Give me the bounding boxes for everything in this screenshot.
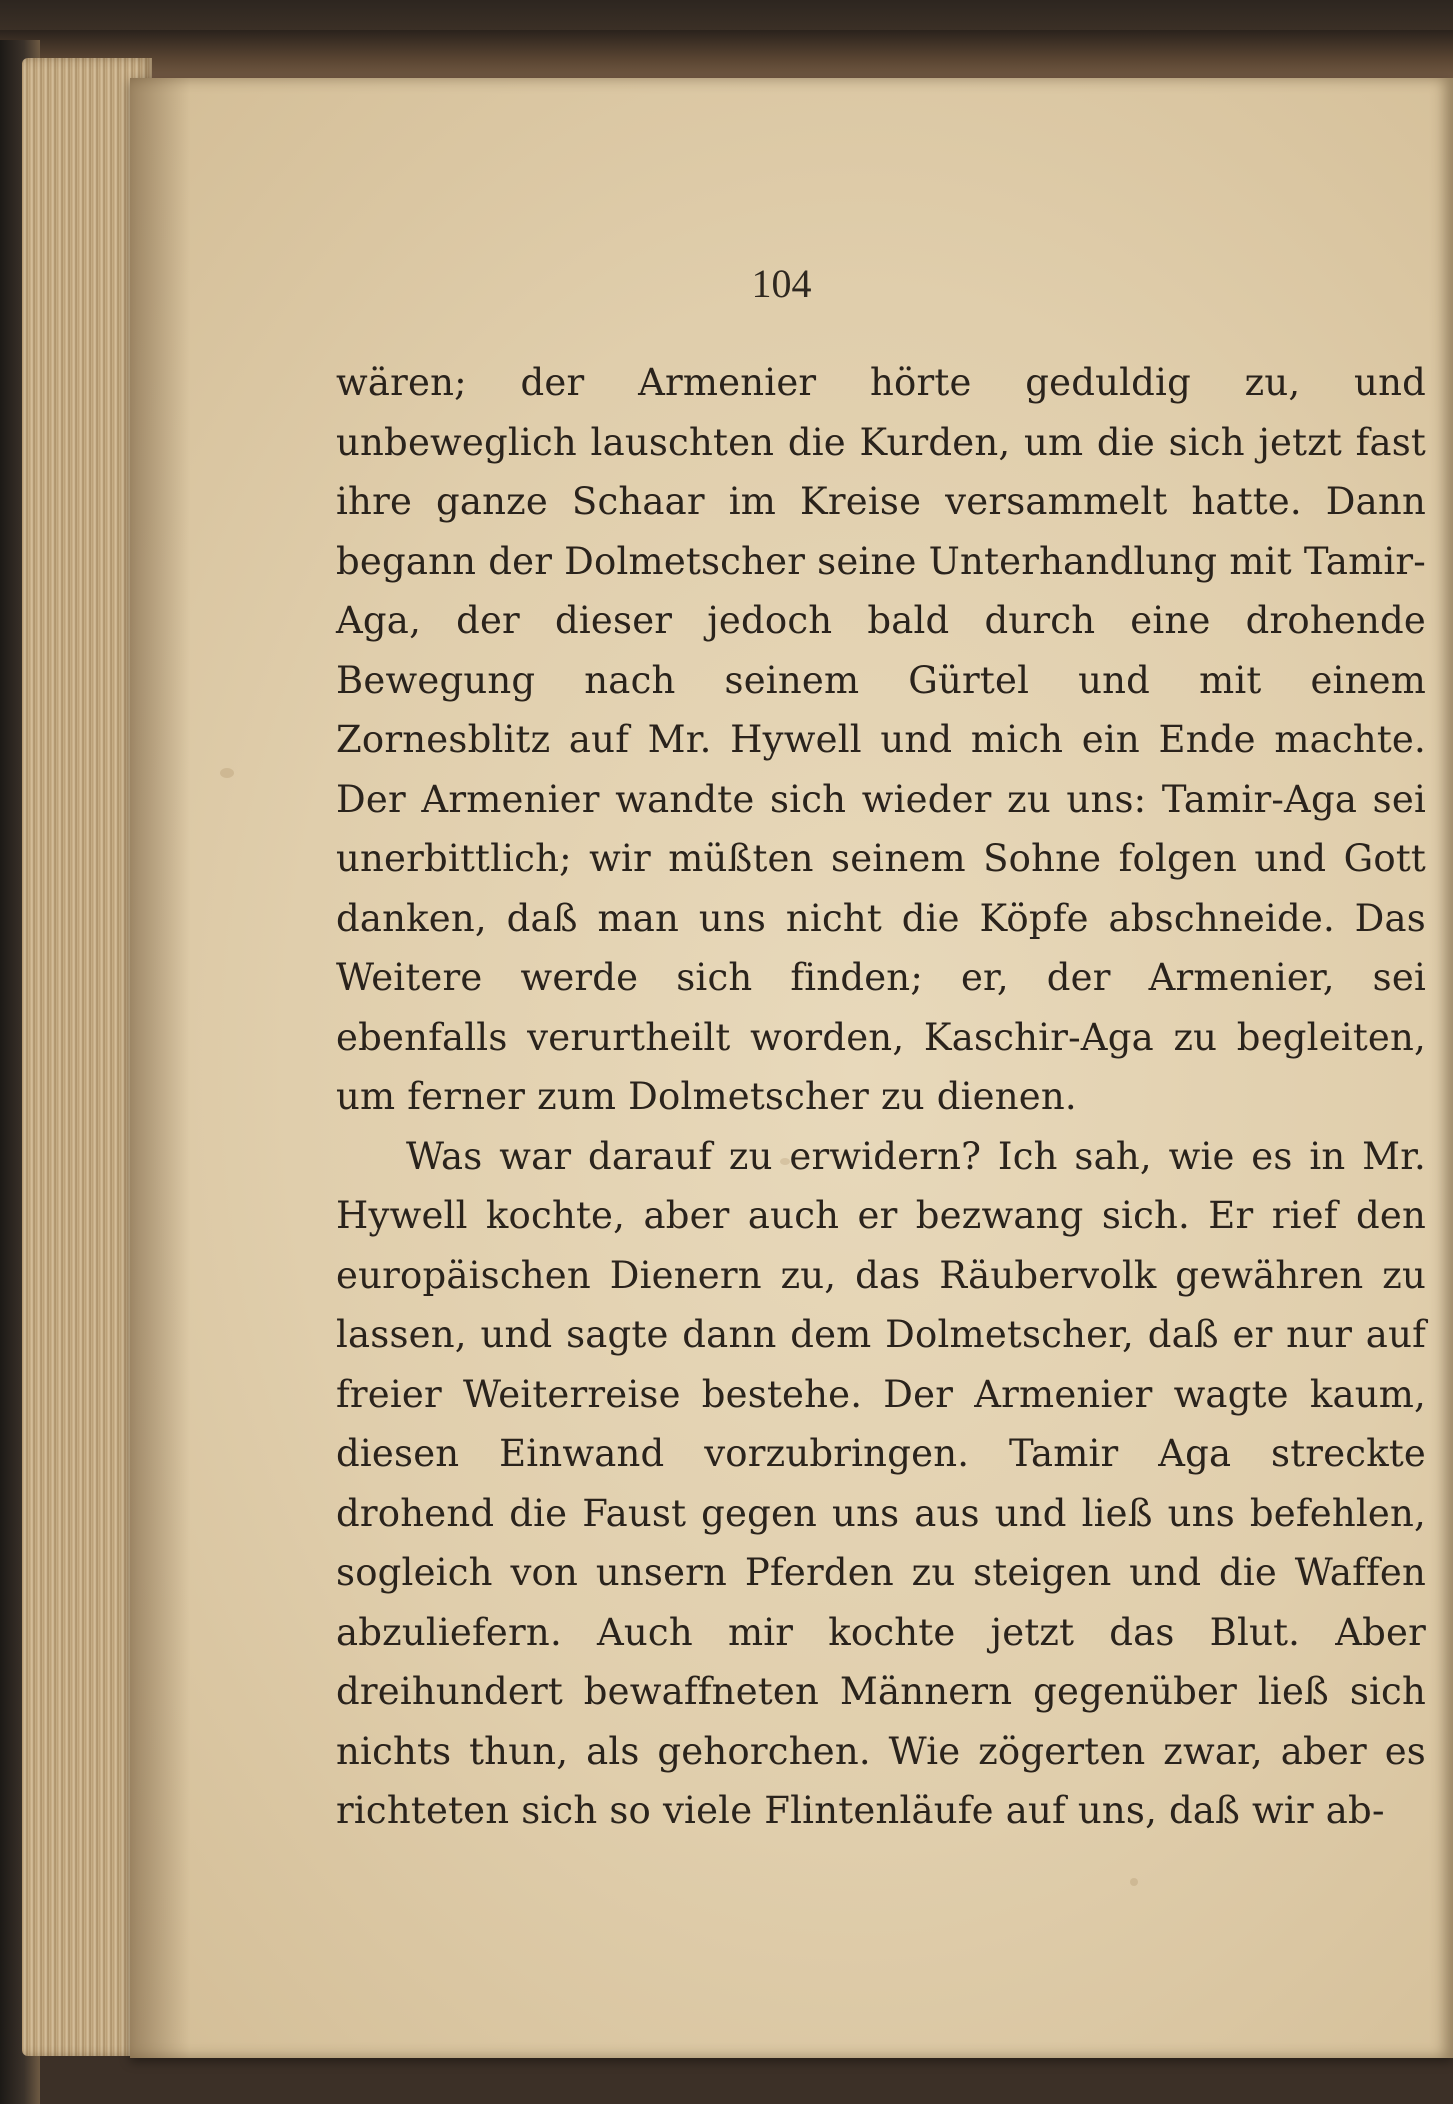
paper-spot (220, 768, 234, 778)
body-text (336, 353, 1426, 1841)
paragraph: Was war darauf zu erwidern? Ich sah, wie es in Mr. Hywell kochte, aber auch er bezwang sich. Er rief den europäischen Dienern zu, das Räubervolk gewähren zu lassen, und sagte dann dem Dolmetscher, daß er nur auf freier Weiterreise bestehe. Der Armenier wagte kaum, diesen Einwand vorzubringen. Tamir Aga streckte drohend die Faust gegen uns aus und ließ uns befehlen, sogleich von unsern Pferden zu steigen und die Waffen abzuliefern. Auch mir kochte jetzt das Blut. Aber dreihundert bewaffneten Männern gegenüber ließ sich nichts thun, als gehorchen. Wie zögerten zwar, aber es richteten sich so viele Flintenläufe auf uns, daß wir ab- (336, 1134, 1426, 1832)
gutter-shadow (130, 78, 190, 2058)
page-number: 104 (751, 261, 812, 306)
paragraph: wären; der Armenier hörte geduldig zu, und unbeweglich lauschten die Kurden, um die sich jetzt fast ihre ganze Schaar im Kreise versammelt hatte. Dann begann der Dolmetscher seine Unterhandlung mit Tamir-Aga, der dieser jedoch bald durch eine drohende Bewegung nach seinem Gürtel und mit einem Zornesblitz auf Mr. Hywell und mich ein Ende machte. Der Armenier wandte sich wieder zu uns: Tamir-Aga sei unerbittlich; wir müßten seinem Sohne folgen und Gott danken, daß man uns nicht die Köpfe abschneide. Das Weitere werde sich finden; er, der Armenier, sei ebenfalls verurtheilt worden, Kaschir-Aga zu begleiten, um ferner zum Dolmetscher zu dienen. (336, 361, 1426, 1118)
book-page (130, 78, 1453, 2058)
paper-spot (1130, 1878, 1138, 1886)
book-cover-top-edge (0, 30, 1453, 85)
